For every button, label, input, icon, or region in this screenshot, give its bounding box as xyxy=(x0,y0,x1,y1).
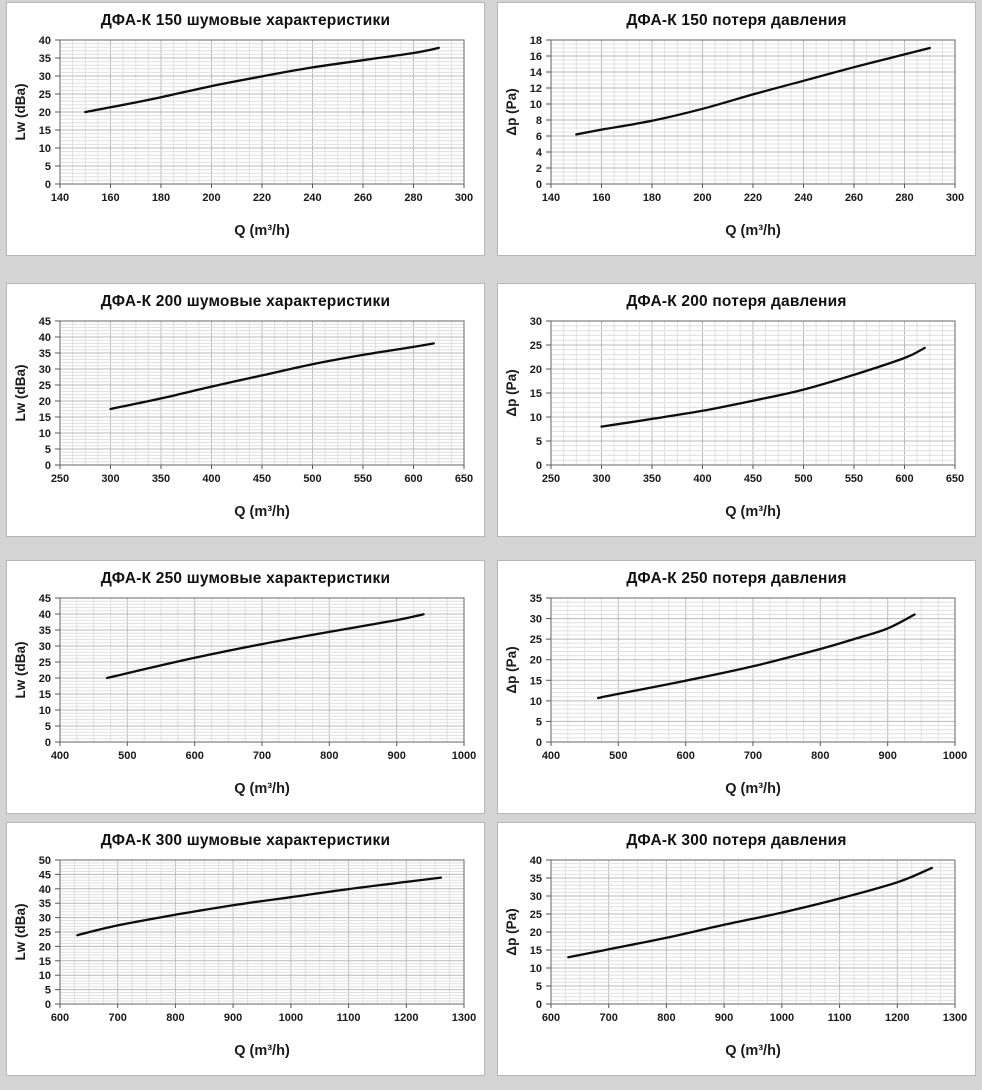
svg-text:15: 15 xyxy=(38,955,51,968)
svg-text:900: 900 xyxy=(714,1012,733,1024)
svg-text:10: 10 xyxy=(529,412,542,424)
svg-text:1100: 1100 xyxy=(336,1012,361,1024)
chart-panel-200-pressure xyxy=(497,283,976,537)
svg-text:25: 25 xyxy=(529,909,542,921)
line-chart-300-noise xyxy=(12,852,480,1062)
svg-text:15: 15 xyxy=(529,675,542,688)
svg-text:160: 160 xyxy=(100,192,120,204)
svg-text:1300: 1300 xyxy=(451,1012,476,1024)
svg-text:700: 700 xyxy=(252,750,271,762)
chart-panel-300-pressure xyxy=(497,822,976,1076)
svg-text:200: 200 xyxy=(201,192,221,204)
svg-text:5: 5 xyxy=(44,721,51,733)
svg-text:30: 30 xyxy=(38,364,51,376)
svg-text:40: 40 xyxy=(38,609,51,621)
svg-text:25: 25 xyxy=(38,657,51,669)
svg-text:40: 40 xyxy=(38,332,51,344)
chart-title: ДФА-К 200 потеря давления xyxy=(626,293,847,310)
svg-text:35: 35 xyxy=(38,348,51,360)
svg-text:300: 300 xyxy=(945,192,964,204)
chart-title: ДФА-К 300 шумовые характеристики xyxy=(100,832,391,849)
svg-text:140: 140 xyxy=(50,192,69,204)
svg-text:900: 900 xyxy=(387,750,406,762)
svg-text:30: 30 xyxy=(38,641,51,653)
svg-text:10: 10 xyxy=(529,695,542,708)
svg-text:Lw (dBa): Lw (dBa) xyxy=(12,903,28,961)
svg-text:Δp (Pa): Δp (Pa) xyxy=(503,369,519,417)
chart-title: ДФА-К 200 шумовые характеристики xyxy=(100,293,391,310)
svg-text:5: 5 xyxy=(44,444,51,456)
svg-text:25: 25 xyxy=(38,380,51,392)
svg-text:20: 20 xyxy=(38,673,51,685)
svg-text:14: 14 xyxy=(529,67,542,79)
svg-text:400: 400 xyxy=(692,473,712,485)
svg-text:0: 0 xyxy=(44,999,51,1011)
svg-text:250: 250 xyxy=(541,473,560,485)
svg-text:600: 600 xyxy=(894,473,914,485)
svg-text:15: 15 xyxy=(38,689,51,701)
svg-text:25: 25 xyxy=(38,927,51,939)
svg-text:25: 25 xyxy=(529,340,542,352)
svg-text:600: 600 xyxy=(50,1012,69,1024)
svg-text:10: 10 xyxy=(529,99,542,111)
svg-text:500: 500 xyxy=(117,750,136,762)
svg-text:45: 45 xyxy=(38,593,51,605)
svg-text:30: 30 xyxy=(38,71,51,83)
svg-text:600: 600 xyxy=(541,1012,560,1024)
svg-text:10: 10 xyxy=(38,143,51,155)
svg-text:500: 500 xyxy=(302,473,322,485)
svg-text:500: 500 xyxy=(608,750,627,762)
svg-text:600: 600 xyxy=(676,750,695,762)
svg-text:25: 25 xyxy=(38,89,51,101)
svg-text:35: 35 xyxy=(38,898,51,911)
svg-text:5: 5 xyxy=(44,161,51,173)
svg-text:10: 10 xyxy=(38,970,51,983)
svg-text:220: 220 xyxy=(743,192,762,204)
svg-text:1300: 1300 xyxy=(942,1012,967,1024)
svg-text:45: 45 xyxy=(38,869,51,882)
svg-text:1000: 1000 xyxy=(451,750,476,762)
chart-row-300 xyxy=(0,822,982,1076)
svg-text:Q (m³/h): Q (m³/h) xyxy=(233,504,290,520)
svg-text:15: 15 xyxy=(529,945,542,957)
svg-text:Q (m³/h): Q (m³/h) xyxy=(233,223,290,239)
svg-text:350: 350 xyxy=(151,473,170,485)
chart-panel-200-noise xyxy=(6,283,485,537)
svg-text:Q (m³/h): Q (m³/h) xyxy=(233,1043,290,1059)
svg-text:400: 400 xyxy=(541,750,560,762)
chart-title: ДФА-К 150 шумовые характеристики xyxy=(100,12,391,29)
svg-text:400: 400 xyxy=(50,750,69,762)
svg-text:12: 12 xyxy=(529,83,542,95)
svg-text:30: 30 xyxy=(529,316,542,328)
svg-text:Q (m³/h): Q (m³/h) xyxy=(724,781,781,797)
svg-text:10: 10 xyxy=(38,428,51,440)
svg-text:1000: 1000 xyxy=(942,750,967,762)
svg-text:Δp (Pa): Δp (Pa) xyxy=(503,908,519,956)
svg-text:600: 600 xyxy=(403,473,423,485)
svg-text:240: 240 xyxy=(302,192,322,204)
svg-text:180: 180 xyxy=(151,192,170,204)
svg-text:600: 600 xyxy=(185,750,204,762)
svg-text:0: 0 xyxy=(44,179,51,191)
svg-text:350: 350 xyxy=(642,473,661,485)
svg-text:0: 0 xyxy=(535,460,542,472)
chart-panel-250-pressure xyxy=(497,560,976,814)
svg-text:35: 35 xyxy=(529,873,542,885)
svg-text:700: 700 xyxy=(743,750,762,762)
svg-text:10: 10 xyxy=(529,963,542,975)
svg-text:450: 450 xyxy=(252,473,271,485)
svg-text:Q (m³/h): Q (m³/h) xyxy=(724,1043,781,1059)
svg-text:30: 30 xyxy=(38,912,51,925)
svg-text:Q (m³/h): Q (m³/h) xyxy=(724,504,781,520)
svg-text:35: 35 xyxy=(38,625,51,637)
svg-text:40: 40 xyxy=(38,883,51,896)
svg-text:800: 800 xyxy=(319,750,338,762)
svg-text:140: 140 xyxy=(541,192,560,204)
svg-text:5: 5 xyxy=(535,436,542,448)
svg-text:35: 35 xyxy=(38,53,51,65)
svg-text:4: 4 xyxy=(535,147,542,159)
svg-text:450: 450 xyxy=(743,473,762,485)
svg-text:0: 0 xyxy=(535,737,542,749)
svg-text:1000: 1000 xyxy=(278,1012,303,1024)
chart-title: ДФА-К 250 шумовые характеристики xyxy=(100,570,391,587)
svg-text:35: 35 xyxy=(529,593,542,605)
svg-text:6: 6 xyxy=(535,131,542,143)
svg-text:300: 300 xyxy=(454,192,473,204)
svg-text:16: 16 xyxy=(529,51,542,63)
line-chart-300-pressure xyxy=(503,852,971,1062)
svg-text:15: 15 xyxy=(38,125,51,137)
svg-text:Lw (dBa): Lw (dBa) xyxy=(12,641,28,699)
svg-text:Q (m³/h): Q (m³/h) xyxy=(724,223,781,239)
svg-text:650: 650 xyxy=(454,473,473,485)
line-chart-150-pressure xyxy=(503,32,971,242)
svg-text:650: 650 xyxy=(945,473,964,485)
svg-text:20: 20 xyxy=(38,941,51,954)
chart-title: ДФА-К 250 потеря давления xyxy=(626,570,847,587)
svg-text:280: 280 xyxy=(894,192,914,204)
svg-text:0: 0 xyxy=(44,737,51,749)
svg-text:280: 280 xyxy=(403,192,423,204)
svg-text:2: 2 xyxy=(535,163,542,175)
svg-text:200: 200 xyxy=(692,192,712,204)
svg-text:15: 15 xyxy=(38,412,51,424)
svg-text:0: 0 xyxy=(44,460,51,472)
svg-text:20: 20 xyxy=(38,107,51,119)
svg-text:5: 5 xyxy=(44,984,51,997)
svg-text:900: 900 xyxy=(878,750,897,762)
svg-text:160: 160 xyxy=(591,192,611,204)
svg-text:Δp (Pa): Δp (Pa) xyxy=(503,88,519,136)
svg-text:300: 300 xyxy=(100,473,120,485)
svg-text:800: 800 xyxy=(810,750,829,762)
svg-text:180: 180 xyxy=(642,192,661,204)
svg-text:550: 550 xyxy=(353,473,372,485)
svg-text:Lw (dBa): Lw (dBa) xyxy=(12,364,28,422)
chart-panel-150-pressure xyxy=(497,2,976,256)
svg-text:220: 220 xyxy=(252,192,271,204)
line-chart-250-noise xyxy=(12,590,480,800)
svg-text:1200: 1200 xyxy=(393,1012,419,1024)
chart-row-250 xyxy=(0,560,982,814)
svg-text:Q (m³/h): Q (m³/h) xyxy=(233,781,290,797)
svg-text:8: 8 xyxy=(535,115,542,127)
svg-text:20: 20 xyxy=(529,364,542,376)
svg-text:40: 40 xyxy=(38,35,51,47)
svg-text:Δp (Pa): Δp (Pa) xyxy=(503,646,519,694)
svg-text:20: 20 xyxy=(529,927,542,939)
svg-text:5: 5 xyxy=(535,716,542,729)
svg-text:45: 45 xyxy=(38,316,51,328)
chart-panel-150-noise xyxy=(6,2,485,256)
chart-title: ДФА-К 300 потеря давления xyxy=(626,832,847,849)
svg-text:40: 40 xyxy=(529,855,542,867)
svg-text:18: 18 xyxy=(529,35,542,47)
svg-text:240: 240 xyxy=(793,192,813,204)
chart-row-150 xyxy=(0,0,982,256)
line-chart-200-noise xyxy=(12,313,480,523)
svg-text:700: 700 xyxy=(599,1012,618,1024)
svg-text:1000: 1000 xyxy=(769,1012,794,1024)
chart-title: ДФА-К 150 потеря давления xyxy=(626,12,847,29)
svg-text:700: 700 xyxy=(108,1012,127,1024)
svg-text:300: 300 xyxy=(591,473,611,485)
line-chart-250-pressure xyxy=(503,590,971,800)
svg-text:20: 20 xyxy=(529,654,542,667)
svg-text:5: 5 xyxy=(535,981,542,993)
line-chart-150-noise xyxy=(12,32,480,242)
svg-text:900: 900 xyxy=(223,1012,242,1024)
svg-text:550: 550 xyxy=(844,473,863,485)
svg-text:10: 10 xyxy=(38,705,51,717)
chart-panel-250-noise xyxy=(6,560,485,814)
svg-text:250: 250 xyxy=(50,473,69,485)
svg-text:1200: 1200 xyxy=(884,1012,910,1024)
svg-text:400: 400 xyxy=(201,473,221,485)
chart-row-200 xyxy=(0,283,982,537)
svg-text:1100: 1100 xyxy=(827,1012,852,1024)
svg-text:25: 25 xyxy=(529,634,542,647)
svg-text:260: 260 xyxy=(353,192,372,204)
svg-text:15: 15 xyxy=(529,388,542,400)
svg-text:Lw (dBa): Lw (dBa) xyxy=(12,83,28,141)
svg-text:800: 800 xyxy=(165,1012,185,1024)
svg-text:260: 260 xyxy=(844,192,863,204)
svg-text:500: 500 xyxy=(793,473,813,485)
svg-text:0: 0 xyxy=(535,179,542,191)
svg-text:50: 50 xyxy=(38,855,51,867)
svg-text:30: 30 xyxy=(529,613,542,626)
svg-text:800: 800 xyxy=(656,1012,676,1024)
svg-text:20: 20 xyxy=(38,396,51,408)
line-chart-200-pressure xyxy=(503,313,971,523)
svg-text:30: 30 xyxy=(529,891,542,903)
chart-panel-300-noise xyxy=(6,822,485,1076)
svg-text:0: 0 xyxy=(535,999,542,1011)
